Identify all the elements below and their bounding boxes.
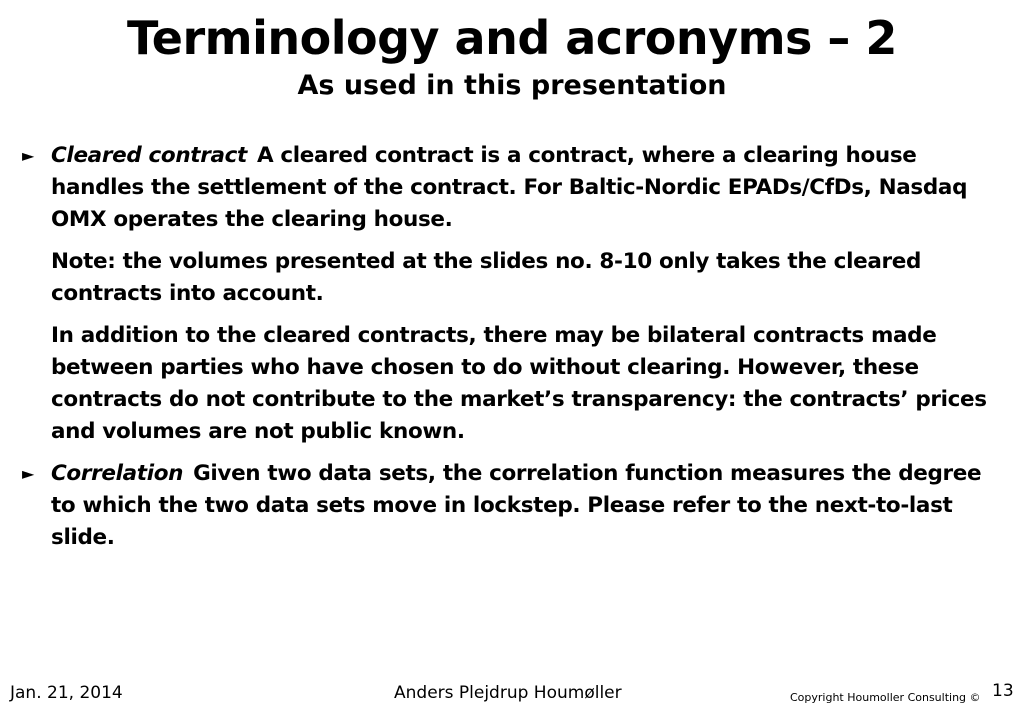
note-paragraph: Note: the volumes presented at the slides no. 8-10 only takes the cleared contracts into account. [51,249,922,306]
term-definition: Given two data sets, the correlation function measures the degree to which the two data sets move in lockstep. Please refer to the next-to-last slide. [51,461,982,550]
bilateral-paragraph: In addition to the cleared contracts, there may be bilateral contracts made between parties who have chosen to do without clearing. However, these contracts do not contribute to the market’s transparency: the contracts’ prices and volumes are not public known. [51,323,987,444]
page-number: 13 [992,681,1014,701]
slide-subtitle: As used in this presentation [297,70,727,101]
footer-copyright: Copyright Houmoller Consulting © [790,691,981,704]
triangle-right-icon: ► [22,146,34,165]
term-label: Correlation [51,461,184,486]
footer-date: Jan. 21, 2014 [10,683,123,703]
term-label: Cleared contract [51,143,247,168]
triangle-right-icon: ► [22,464,34,483]
bullet-item-cleared-contract [22,140,1012,236]
slide-title: Terminology and acronyms – 2 [127,11,897,65]
bullet-item-correlation [22,458,1012,554]
slide-body [22,140,1012,564]
footer-author: Anders Plejdrup Houmøller [394,683,622,703]
term-definition: A cleared contract is a contract, where a clearing house handles the settlement of the contract. For Baltic-Nordic EPADs/CfDs, Nasdaq OMX operates the clearing house. [51,143,968,232]
